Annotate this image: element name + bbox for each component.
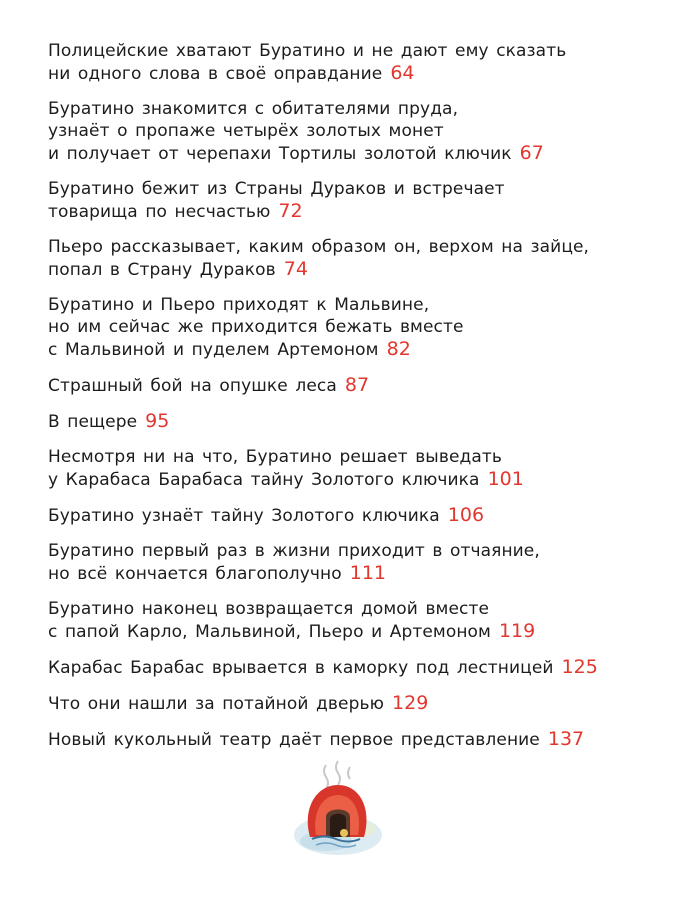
toc-entry (48, 598, 648, 643)
toc-entry-line (48, 656, 648, 679)
painted-hearth-icon (286, 755, 386, 865)
toc-entry-title: узнаёт о пропаже четырёх золотых монет (48, 121, 444, 141)
toc-page-number: 95 (145, 410, 170, 432)
toc-entry (48, 656, 648, 679)
toc-entry-title: у Карабаса Барабаса тайну Золотого ключика (48, 470, 480, 490)
toc-entry-title: Буратино и Пьеро приходят к Мальвине, (48, 295, 430, 315)
toc-entry-line (48, 338, 648, 361)
toc-entry-line (48, 540, 648, 562)
toc-page-number: 67 (519, 142, 544, 164)
toc-entry-line (48, 692, 648, 715)
toc-entry-title: но всё кончается благополучно (48, 564, 342, 584)
toc-entry-line (48, 598, 648, 620)
toc-page-number: 82 (386, 338, 411, 360)
toc-page-number: 129 (392, 692, 429, 714)
toc-entry-line (48, 620, 648, 643)
toc-page-number: 125 (561, 656, 598, 678)
toc-entry-title: Буратино бежит из Страны Дураков и встречает (48, 179, 505, 199)
toc-entry (48, 40, 648, 85)
toc-entry-title: Полицейские хватают Буратино и не дают ему сказать (48, 41, 567, 61)
toc-entry-title: Новый кукольный театр даёт первое представление (48, 730, 540, 750)
toc-page-number: 111 (349, 562, 386, 584)
toc-entry-line (48, 468, 648, 491)
toc-entry (48, 504, 648, 527)
toc-entry-title: товарища по несчастью (48, 202, 271, 222)
toc-page-number: 74 (283, 258, 308, 280)
toc-entry-title: с Мальвиной и пуделем Артемоном (48, 340, 379, 360)
toc-entry-line (48, 40, 648, 62)
toc-entry (48, 540, 648, 585)
toc-entry-title: но им сейчас же приходится бежать вместе (48, 317, 464, 337)
toc-entry-title: попал в Страну Дураков (48, 260, 276, 280)
toc-page-number: 106 (447, 504, 485, 526)
toc-entry (48, 374, 648, 397)
toc-page-number: 101 (487, 468, 524, 490)
toc-entry-line (48, 410, 648, 433)
toc-entry-title: Буратино наконец возвращается домой вместе (48, 599, 490, 619)
toc-page-number: 87 (344, 374, 370, 396)
toc-entry-title: ни одного слова в своё оправдание (48, 64, 383, 84)
toc-entry-title: Буратино узнаёт тайну Золотого ключика (48, 506, 440, 526)
toc-entry-line (48, 446, 648, 468)
toc-entry (48, 410, 648, 433)
toc-entry-line (48, 142, 648, 165)
toc-entry-title: Пьеро рассказывает, каким образом он, верхом на зайце, (48, 237, 590, 257)
toc-entry (48, 692, 648, 715)
toc-page-number: 64 (390, 62, 415, 84)
toc-entry-title: Страшный бой на опушке леса (48, 376, 337, 396)
toc-entry-title: Что они нашли за потайной дверью (48, 694, 385, 714)
toc-entry-line (48, 728, 648, 751)
toc-entry-line (48, 504, 648, 527)
toc-entry-line (48, 236, 648, 258)
toc-entry-title: с папой Карло, Мальвиной, Пьеро и Артемоном (48, 622, 491, 642)
toc-entry-title: Несмотря ни на что, Буратино решает выведать (48, 447, 503, 467)
table-of-contents (48, 40, 648, 764)
toc-entry-line (48, 62, 648, 85)
toc-entry (48, 728, 648, 751)
toc-entry-line (48, 200, 648, 223)
toc-entry (48, 446, 648, 491)
toc-entry (48, 98, 648, 165)
toc-entry-title: Буратино знакомится с обитателями пруда, (48, 99, 459, 119)
toc-entry-title: и получает от черепахи Тортилы золотой ключик (48, 144, 512, 164)
toc-entry (48, 236, 648, 281)
toc-entry (48, 178, 648, 223)
toc-page-number: 119 (498, 620, 536, 642)
toc-entry-line (48, 562, 648, 585)
toc-entry-line (48, 374, 648, 397)
toc-entry-title: Буратино первый раз в жизни приходит в отчаяние, (48, 541, 540, 561)
toc-entry-line (48, 258, 648, 281)
toc-entry-line (48, 98, 648, 120)
toc-entry-title: В пещере (48, 412, 138, 432)
toc-entry-line (48, 316, 648, 338)
toc-entry (48, 294, 648, 361)
toc-entry-line (48, 294, 648, 316)
toc-entry-line (48, 178, 648, 200)
toc-page-number: 137 (547, 728, 585, 750)
toc-page-number: 72 (278, 200, 303, 222)
toc-entry-line (48, 120, 648, 142)
toc-entry-title: Карабас Барабас врывается в каморку под лестницей (48, 658, 554, 678)
